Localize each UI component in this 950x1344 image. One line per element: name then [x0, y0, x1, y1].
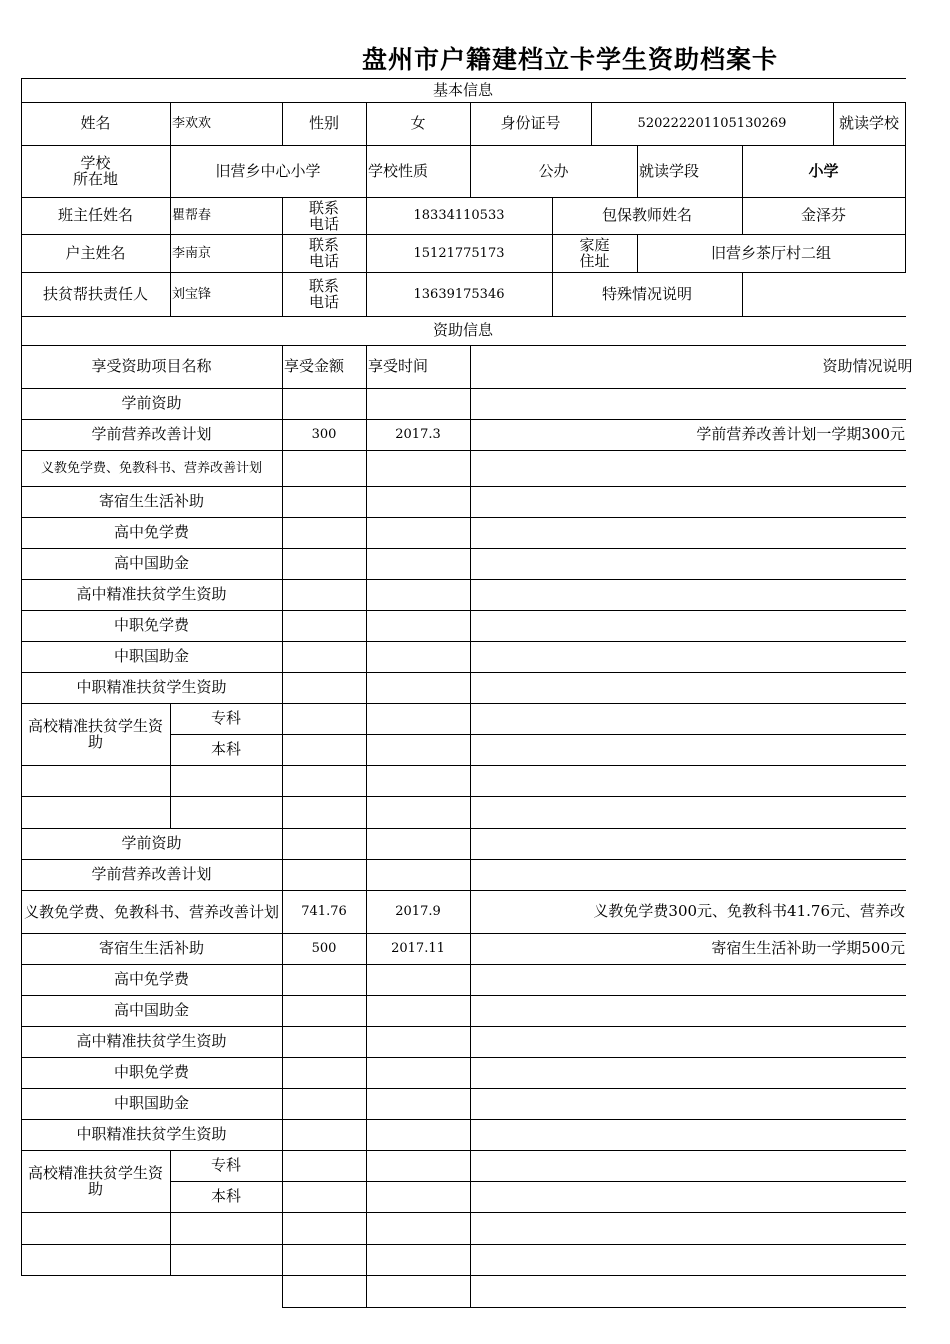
aid-time — [366, 828, 470, 859]
aid-time — [366, 1088, 470, 1119]
aid-item-name: 学前营养改善计划 — [91, 425, 212, 443]
aid-time — [366, 610, 470, 641]
gender-label: 性别 — [308, 114, 339, 132]
aid-amount: 500 — [311, 941, 337, 956]
aid-amount — [282, 672, 366, 703]
guarantor-label: 包保教师姓名 — [601, 206, 692, 224]
aid-description — [470, 995, 907, 1026]
aid-time: 2017.9 — [395, 904, 441, 919]
college-undergraduate: 本科 — [210, 1187, 241, 1205]
aid-time — [366, 517, 470, 548]
aid-time — [366, 1026, 470, 1057]
aid-description — [470, 450, 907, 486]
teacher-label: 班主任姓名 — [57, 206, 133, 224]
aid-description — [470, 548, 907, 579]
aid-amount — [282, 1026, 366, 1057]
header-amount: 享受金额 — [284, 357, 345, 375]
school-nature-value: 公办 — [538, 161, 569, 180]
school-nature-label: 学校性质 — [368, 161, 429, 180]
aid-item-name: 高中精准扶贫学生资助 — [76, 585, 227, 603]
aid-amount — [282, 995, 366, 1026]
school-location-label: 学校 所在地 — [72, 154, 118, 188]
page-title: 盘州市户籍建档立卡学生资助档案卡 — [361, 45, 778, 74]
aid-description — [470, 1026, 907, 1057]
aid-amount — [282, 1057, 366, 1088]
aid-item-name: 高中免学费 — [113, 523, 189, 541]
aid-description: 学前营养改善计划一学期300元 — [696, 425, 905, 443]
aid-info-heading: 资助信息 — [432, 321, 493, 339]
college-junior: 专科 — [210, 709, 241, 727]
name-label: 姓名 — [80, 114, 111, 132]
householder-value: 李南京 — [172, 245, 212, 261]
aid-time — [366, 450, 470, 486]
aid-description — [470, 1057, 907, 1088]
gender-value: 女 — [410, 114, 426, 132]
teacher-phone-label: 联系 电话 — [308, 198, 339, 233]
school-label: 就读学校 — [838, 114, 899, 132]
aid-item-name: 学前资助 — [121, 834, 182, 852]
grid-line — [21, 765, 906, 766]
aid-description — [470, 388, 907, 419]
grid-line — [905, 102, 906, 273]
aid-item-name: 学前资助 — [121, 394, 182, 412]
id-label: 身份证号 — [500, 114, 561, 132]
aid-time — [366, 548, 470, 579]
aid-description — [470, 964, 907, 995]
aid-amount — [282, 517, 366, 548]
grid-line — [21, 796, 906, 797]
aid-item-name: 寄宿生生活补助 — [98, 492, 204, 510]
aid-amount — [282, 641, 366, 672]
householder-phone-label: 联系 电话 — [308, 236, 339, 270]
special-value — [742, 272, 905, 316]
aid-time — [366, 641, 470, 672]
basic-info-heading: 基本信息 — [432, 80, 493, 99]
aid-description: 寄宿生生活补助一学期500元 — [711, 939, 905, 957]
aid-amount — [282, 610, 366, 641]
aid-time — [366, 1057, 470, 1088]
aid-item-name: 中职国助金 — [113, 647, 189, 665]
aid-item-name: 中职国助金 — [113, 1094, 189, 1112]
guarantor-value: 金泽芬 — [800, 206, 846, 224]
aid-amount — [282, 859, 366, 890]
aid-amount — [282, 388, 366, 419]
aid-item-name: 高中精准扶贫学生资助 — [76, 1032, 227, 1050]
aid-description: 义教免学费300元、免教科书41.76元、营养改 — [593, 902, 905, 920]
grid-line — [21, 1275, 906, 1276]
grid-line — [282, 1307, 906, 1308]
aid-item-name: 高中国助金 — [113, 1001, 189, 1019]
school-stage-value: 小学 — [808, 161, 839, 180]
header-desc: 资助情况说明 — [822, 357, 913, 375]
aid-description — [470, 1119, 907, 1150]
aid-amount — [282, 548, 366, 579]
aid-item-name: 中职免学费 — [113, 616, 189, 634]
teacher-phone-value: 18334110533 — [413, 208, 505, 223]
aid-description — [470, 486, 907, 517]
aid-amount — [282, 1119, 366, 1150]
aid-description — [470, 641, 907, 672]
aid-item-name: 中职免学费 — [113, 1063, 189, 1081]
aid-item-name: 义教免学费、免教科书、营养改善计划 — [40, 460, 262, 476]
aid-description — [470, 1088, 907, 1119]
helper-phone-value: 13639175346 — [413, 286, 505, 302]
householder-phone-value: 15121775173 — [413, 245, 505, 261]
address-value: 旧营乡茶厅村二组 — [710, 243, 831, 262]
aid-time — [366, 964, 470, 995]
aid-description — [470, 579, 907, 610]
aid-time: 2017.3 — [395, 427, 441, 442]
aid-time — [366, 579, 470, 610]
id-number-value: 520222201105130269 — [637, 116, 787, 131]
header-time: 享受时间 — [368, 357, 429, 375]
aid-item-name: 学前营养改善计划 — [91, 865, 212, 883]
aid-amount — [282, 1088, 366, 1119]
aid-time — [366, 672, 470, 703]
aid-amount — [282, 450, 366, 486]
college-aid-label: 高校精准扶贫学生资助 — [27, 1164, 163, 1198]
aid-time — [366, 486, 470, 517]
name-value: 李欢欢 — [172, 116, 212, 131]
helper-phone-label: 联系 电话 — [308, 277, 339, 311]
aid-description — [470, 517, 907, 548]
aid-description — [470, 672, 907, 703]
aid-amount: 741.76 — [301, 904, 347, 919]
aid-amount — [282, 579, 366, 610]
householder-label: 户主姓名 — [65, 243, 126, 262]
aid-amount — [282, 486, 366, 517]
teacher-value: 瞿帮春 — [172, 208, 212, 223]
aid-time — [366, 859, 470, 890]
grid-line — [21, 1212, 906, 1213]
aid-amount — [282, 964, 366, 995]
college-junior: 专科 — [210, 1156, 241, 1174]
address-label: 家庭 住址 — [579, 236, 610, 270]
aid-item-name: 高中免学费 — [113, 970, 189, 988]
header-item: 享受资助项目名称 — [91, 357, 212, 375]
aid-item-name: 中职精准扶贫学生资助 — [76, 678, 227, 696]
helper-value: 刘宝锋 — [172, 286, 212, 302]
college-undergraduate: 本科 — [210, 740, 241, 758]
aid-description — [470, 828, 907, 859]
grid-line — [21, 1244, 906, 1245]
aid-time — [366, 388, 470, 419]
aid-time — [366, 995, 470, 1026]
school-stage-label: 就读学段 — [639, 161, 700, 180]
special-label: 特殊情况说明 — [601, 284, 692, 303]
aid-item-name: 义教免学费、免教科书、营养改善计划 — [23, 902, 279, 921]
aid-description — [470, 859, 907, 890]
aid-time — [366, 1119, 470, 1150]
aid-time: 2017.11 — [391, 941, 445, 956]
aid-item-name: 中职精准扶贫学生资助 — [76, 1125, 227, 1143]
school-location-value: 旧营乡中心小学 — [215, 161, 321, 180]
aid-amount — [282, 828, 366, 859]
aid-amount: 300 — [311, 427, 337, 442]
aid-item-name: 寄宿生生活补助 — [98, 939, 204, 957]
college-aid-label: 高校精准扶贫学生资助 — [27, 717, 163, 751]
helper-label: 扶贫帮扶责任人 — [42, 284, 148, 303]
aid-description — [470, 610, 907, 641]
aid-item-name: 高中国助金 — [113, 554, 189, 572]
